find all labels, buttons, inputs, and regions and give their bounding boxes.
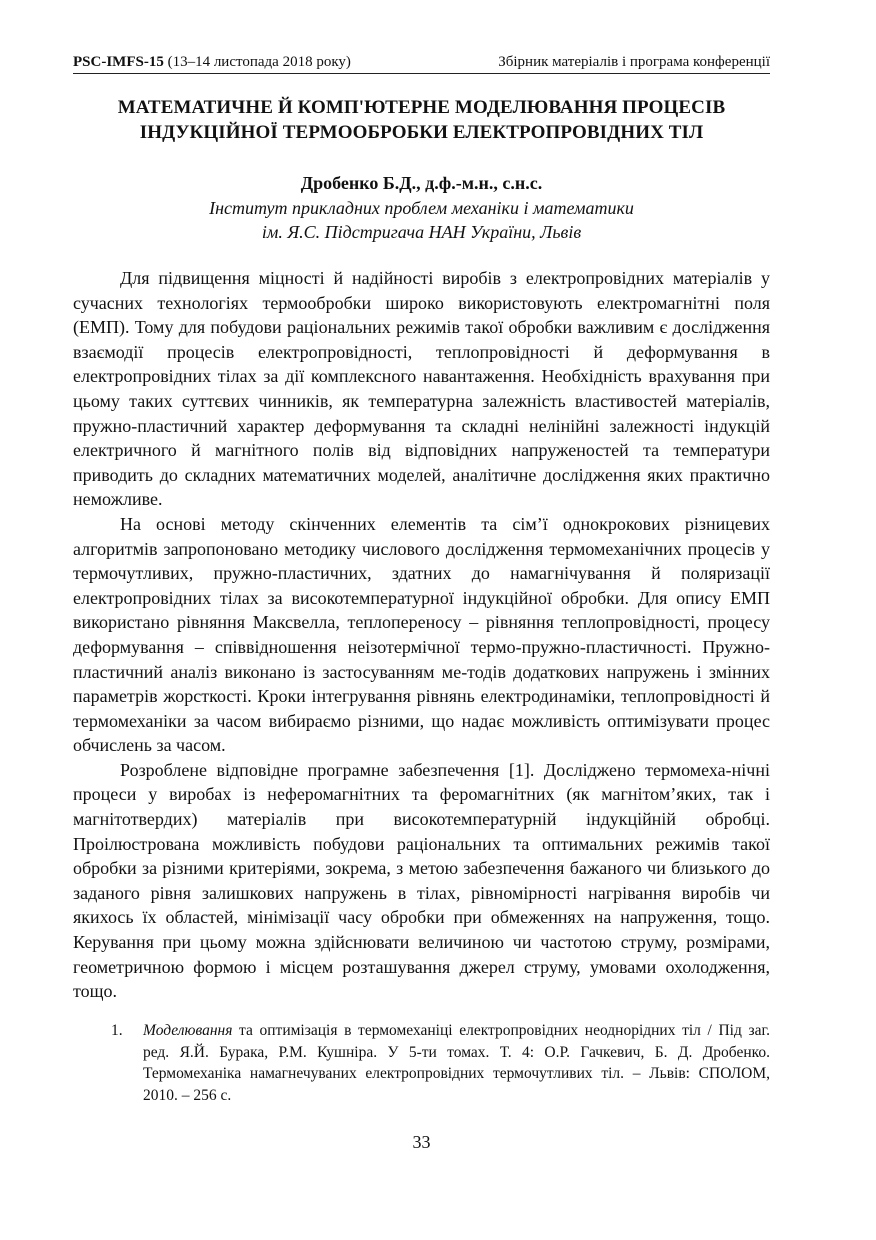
- affiliation: [73, 196, 770, 244]
- reference-item: [111, 1020, 770, 1106]
- title-line-1: МАТЕМАТИЧНЕ Й КОМП'ЮТЕРНЕ МОДЕЛЮВАННЯ ПРОЦЕСІВ: [117, 97, 726, 118]
- conference-dates: (13–14 листопада 2018 року): [163, 54, 351, 70]
- title-line-2: ІНДУКЦІЙНОЇ ТЕРМООБРОБКИ ЕЛЕКТРОПРОВІДНИХ ТІЛ: [139, 122, 704, 143]
- paragraph: Для підвищення міцності й надійності виробів з електропровідних матеріалів у сучасних технологіях термообробки широко використовують електромагнітні поля (ЕМП). Тому для побудови раціональних режимів такої обробки важливим є дослідження взаємодії процесів електропровідності, теплопровідності й деформування в електропровідних тілах за дії комплексного навантаження. Необхідність врахування при цьому таких суттєвих чинників, як температурна залежність властивостей матеріалів, пружно-пластичний характер деформування та складні нелінійні залежності індукцій електричного й магнітного полів від відповідних напруженостей та температури приводить до складних математичних моделей, аналітичне дослідження яких практично неможливе.: [73, 268, 770, 510]
- header-collection: Збірник матеріалів і програма конференції: [498, 54, 770, 70]
- paragraph: На основі методу скінченних елементів та сім’ї однокрокових різницевих алгоритмів запропоновано методику числового дослідження термомеханічних процесів у термочутливих, пружно-пластичних, здатних до намагнічування й поляризації електропровідних тілах за високотемпературної індукційної обробки. Для опису ЕМП використано рівняння Максвелла, теплопереносу – рівняння теплопровідності, процесу деформування – співвідношення неізотермічної термо-пружно-пластичності. Пружно-пластичний аналіз виконано із застосуванням ме-тодів додаткових напружень і змінних параметрів жорсткості. Кроки інтегрування рівнянь електродинаміки, теплопровідності й термомеханіки за часом вибираємо різними, що надає можливість оптимізувати процес обчислень за часом.: [73, 513, 770, 756]
- reference-italic: Моделювання: [143, 1022, 233, 1039]
- author: Дробенко Б.Д., д.ф.-м.н., с.н.с.: [300, 173, 543, 193]
- affiliation-line-1: Інститут прикладних проблем механіки і математики: [209, 198, 634, 218]
- affiliation-line-2: ім. Я.С. Підстригача НАН України, Львів: [261, 222, 582, 242]
- paragraph: Розроблене відповідне програмне забезпечення [1]. Досліджено термомеха-нічні процеси у виробах із неферомагнітних та феромагнітних (як магнітом’яких, так і магнітотвердих) матеріалів при високотемпературній індукційній обробці. Проілюстрована можливість побудови раціональних та оптимальних режимів такої обробки за різними критеріями, зокрема, з метою забезпечення бажаного чи близького до заданого рівня залишкових напружень в тілах, рівномірності нагрівання виробів чи якихось їх областей, мінімізації часу обробки при обмеженнях на напруження, тощо. Керування при цьому можна здійснювати величиною чи частотою струму, розмірами, геометричною формою і місцем розташування джерел струму, умовами охолодження, тощо.: [73, 759, 770, 1002]
- conference-code: PSC-IMFS-15: [73, 54, 164, 70]
- reference-rest: та оптимізація в термомеханіці електропровідних неоднорідних тіл / Під заг. ред. Я.Й. Бурака, Р.М. Кушніра. У 5-ти томах. Т. 4: О.Р. Гачкевич, Б. Д. Дробенко. Термомеханіка намагнечуваних електропровідних термочутливих тіл. – Львів: СПОЛОМ, 2010. – 256 с.: [143, 1022, 770, 1104]
- running-header: [73, 51, 770, 74]
- paper-title: [73, 95, 770, 145]
- page-number: 33: [412, 1132, 431, 1152]
- reference-text: [143, 1020, 770, 1106]
- header-conference: [73, 51, 351, 73]
- reference-number: 1.: [111, 1022, 123, 1039]
- abstract-body: [73, 266, 770, 1004]
